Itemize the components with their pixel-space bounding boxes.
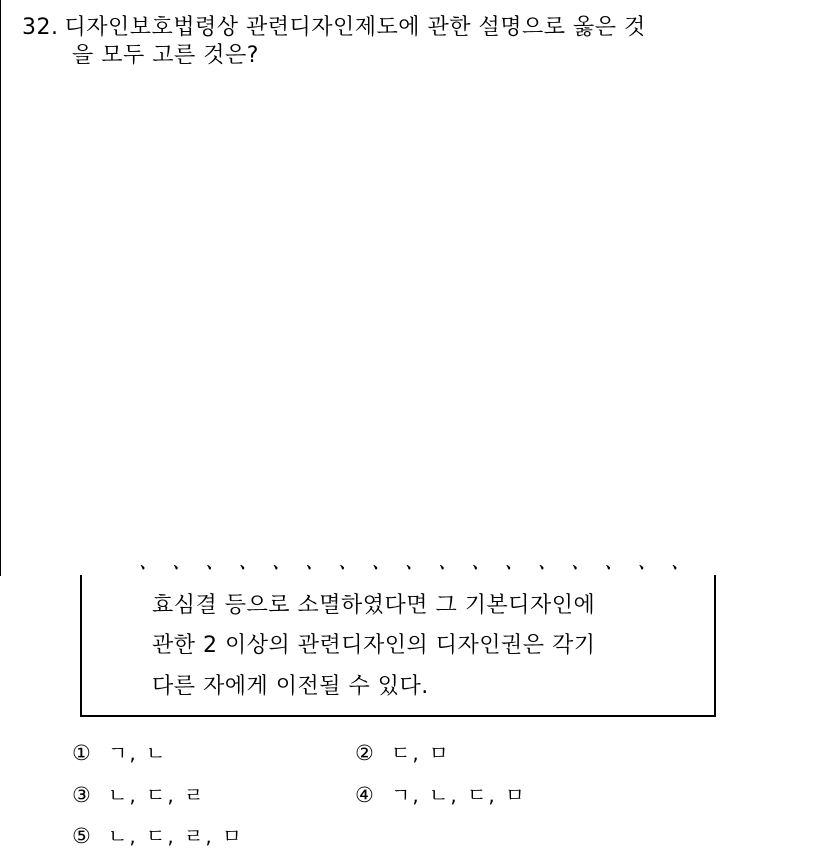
question-number: 32.	[22, 15, 59, 40]
choice-4[interactable]	[355, 782, 526, 808]
choice-1-mark: ①	[72, 741, 93, 765]
choice-5[interactable]	[72, 823, 243, 849]
choice-3-text: ㄴ, ㄷ, ㄹ	[108, 783, 206, 807]
question-line-2: 을 모두 고른 것은?	[72, 43, 259, 68]
choice-4-text: ㄱ, ㄴ, ㄷ, ㅁ	[391, 783, 527, 807]
cut-off-text-line: ㆍㆍㆍㆍㆍㆍㆍㆍㆍㆍㆍㆍㆍㆍㆍㆍㆍ	[132, 557, 698, 582]
statement-line-1: 효심결 등으로 소멸하였다면 그 기본디자인에	[152, 593, 596, 618]
question	[22, 14, 802, 70]
choice-2[interactable]	[355, 740, 450, 766]
choice-1-text: ㄱ, ㄴ	[108, 741, 168, 765]
choice-2-text: ㄷ, ㅁ	[391, 741, 451, 765]
statement-line-3: 다른 자에게 이전될 수 있다.	[152, 674, 429, 699]
choice-5-mark: ⑤	[72, 824, 93, 848]
choice-1[interactable]	[72, 740, 167, 766]
question-text-1: 디자인보호법령상 관련디자인제도에 관한 설명으로 옳은 것	[64, 15, 646, 40]
choice-2-mark: ②	[355, 741, 376, 765]
statement-box	[80, 557, 716, 717]
question-line-1	[22, 14, 802, 42]
left-margin-rule	[0, 0, 1, 576]
statement-line-2: 관한 2 이상의 관련디자인의 디자인권은 각기	[152, 633, 596, 658]
choice-3[interactable]	[72, 782, 205, 808]
choice-4-mark: ④	[355, 783, 376, 807]
choice-3-mark: ③	[72, 783, 93, 807]
choice-5-text: ㄴ, ㄷ, ㄹ, ㅁ	[108, 824, 244, 848]
